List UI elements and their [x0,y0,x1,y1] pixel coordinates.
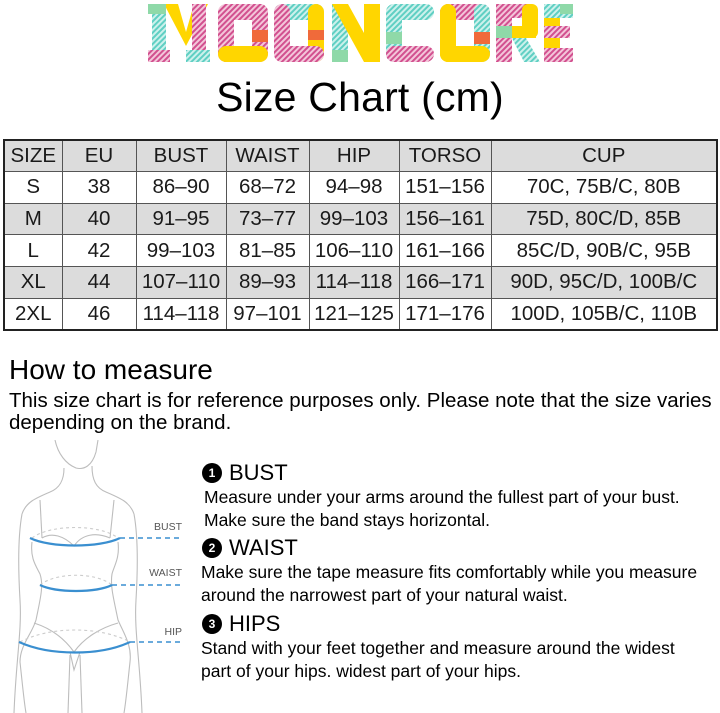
cell-waist: 68–72 [226,172,309,204]
measure-bust-section [200,460,720,532]
cell-eu: 40 [62,203,136,235]
cell-hip: 99–103 [309,203,399,235]
cell-size: XL [4,267,62,299]
measure-waist-line-2: around the narrowest part of your natural waist. [201,585,568,605]
cell-waist: 97–101 [226,298,309,330]
column-header-cup: CUP [491,140,717,172]
measure-bust-title: BUST [229,460,288,485]
cell-eu: 42 [62,235,136,267]
column-header-torso: TORSO [399,140,491,172]
how-to-measure-heading: How to measure [9,354,213,385]
table-row [4,172,717,204]
circled-number-1-icon: 1 [202,463,222,483]
cell-waist: 81–85 [226,235,309,267]
circled-number-3-icon: 3 [202,614,222,634]
circled-number-2-icon: 2 [202,538,222,558]
measure-hips-line-1: Stand with your feet together and measure around the widest [201,638,675,658]
reference-note: This size chart is for reference purposes only. Please note that the size varies depending on the brand. [9,389,712,434]
cell-cup: 90D, 95C/D, 100B/C [491,267,717,299]
column-header-eu: EU [62,140,136,172]
cell-eu: 44 [62,267,136,299]
cell-cup: 85C/D, 90B/C, 95B [491,235,717,267]
table-row [4,235,717,267]
measure-waist-title: WAIST [229,535,298,560]
measure-hips-section [200,611,720,683]
size-chart-table [3,139,718,331]
page-title: Size Chart (cm) [216,74,504,120]
mooncore-logo-icon [148,2,573,66]
cell-cup: 75D, 80C/D, 85B [491,203,717,235]
cell-cup: 100D, 105B/C, 110B [491,298,717,330]
table-row [4,267,717,299]
table-header-row [4,140,717,172]
measure-waist-section [200,535,720,607]
table-row [4,203,717,235]
measure-bust-line-1: Measure under your arms around the fullest part of your bust. [204,487,680,507]
cell-eu: 38 [62,172,136,204]
cell-torso: 161–166 [399,235,491,267]
column-header-size: SIZE [4,140,62,172]
measure-hips-title: HIPS [229,611,281,636]
figure-label-hip: HIP [164,626,182,638]
cell-eu: 46 [62,298,136,330]
cell-torso: 151–156 [399,172,491,204]
column-header-waist: WAIST [226,140,309,172]
cell-waist: 89–93 [226,267,309,299]
body-measurement-figure [0,440,200,713]
cell-waist: 73–77 [226,203,309,235]
measure-hips-line-2: part of your hips. widest part of your hips. [201,661,522,681]
cell-size: M [4,203,62,235]
cell-hip: 121–125 [309,298,399,330]
body-outline-icon [0,440,200,713]
cell-hip: 114–118 [309,267,399,299]
cell-size: S [4,172,62,204]
cell-cup: 70C, 75B/C, 80B [491,172,717,204]
cell-size: L [4,235,62,267]
measure-bust-line-2: Make sure the band stays horizontal. [204,510,490,530]
measure-waist-line-1: Make sure the tape measure fits comfortably while you measure [201,562,698,582]
cell-size: 2XL [4,298,62,330]
column-header-hip: HIP [309,140,399,172]
column-header-bust: BUST [136,140,226,172]
cell-torso: 156–161 [399,203,491,235]
cell-bust: 99–103 [136,235,226,267]
cell-torso: 171–176 [399,298,491,330]
cell-hip: 94–98 [309,172,399,204]
cell-torso: 166–171 [399,267,491,299]
brand-logo [148,2,573,66]
cell-bust: 86–90 [136,172,226,204]
cell-hip: 106–110 [309,235,399,267]
cell-bust: 91–95 [136,203,226,235]
cell-bust: 107–110 [136,267,226,299]
cell-bust: 114–118 [136,298,226,330]
figure-label-waist: WAIST [149,567,182,579]
table-row [4,298,717,330]
figure-label-bust: BUST [153,521,182,533]
